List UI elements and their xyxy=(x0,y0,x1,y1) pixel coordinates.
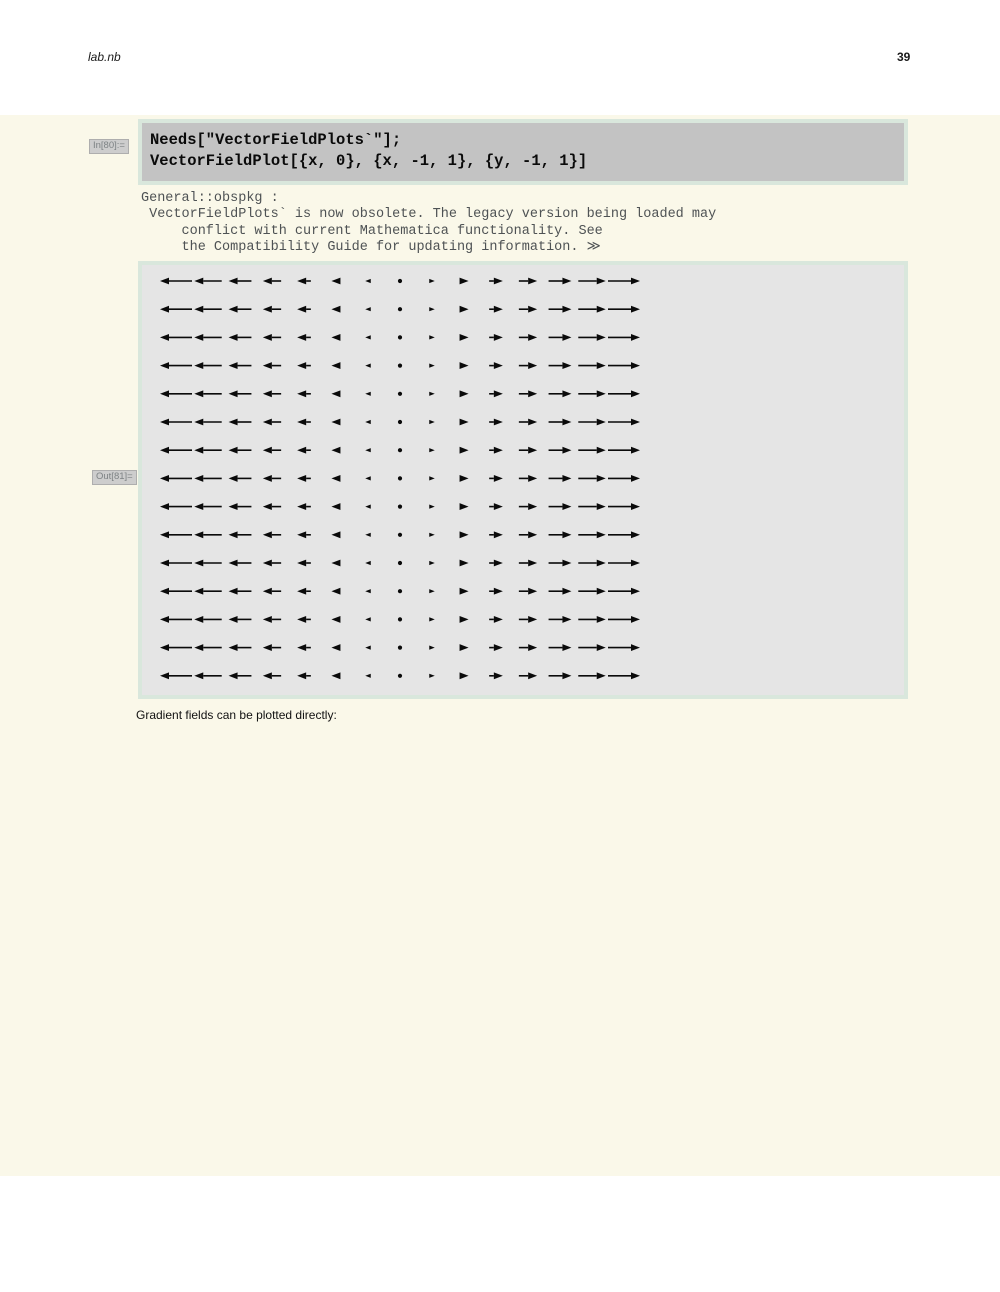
code-line-2: VectorFieldPlot[{x, 0}, {x, -1, 1}, {y, -1, 1}] xyxy=(150,152,588,170)
message-line-text: the Compatibility Guide for updating information. xyxy=(141,239,587,255)
caption-text: Gradient fields can be plotted directly: xyxy=(136,708,337,722)
input-cell-label: In[80]:= xyxy=(89,139,129,154)
code-line-1: Needs["VectorFieldPlots`"]; xyxy=(150,131,402,149)
output-cell xyxy=(138,261,908,699)
header-filename: lab.nb xyxy=(88,50,121,64)
input-cell[interactable] xyxy=(138,119,908,185)
see-more-link[interactable]: ≫ xyxy=(586,239,601,255)
message-line: VectorFieldPlots` is now obsolete. The legacy version being loaded may xyxy=(141,207,717,223)
message-line: General::obspkg : xyxy=(141,191,287,206)
message-line: conflict with current Mathematica functionality. See xyxy=(141,223,603,239)
output-cell-label: Out[81]= xyxy=(92,470,137,485)
vector-field-plot xyxy=(142,265,904,695)
header-page-number: 39 xyxy=(897,50,911,64)
message-line xyxy=(141,240,716,256)
warning-message xyxy=(141,191,716,256)
